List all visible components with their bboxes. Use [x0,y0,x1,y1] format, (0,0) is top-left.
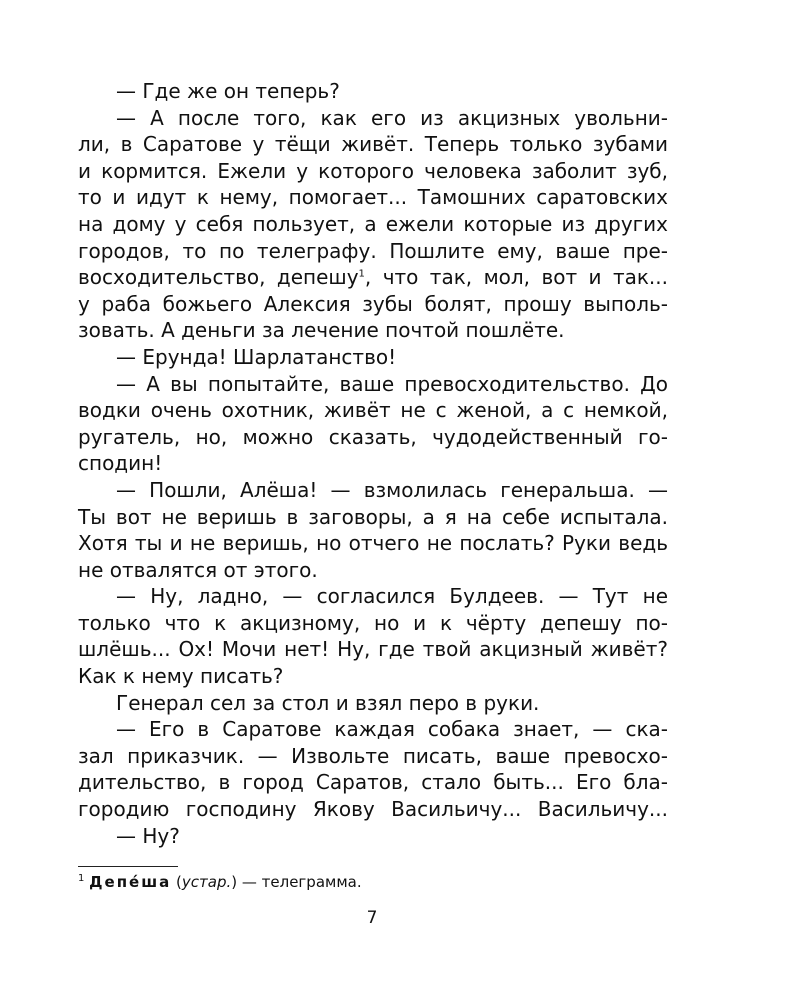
text-line [78,78,668,105]
text-line-content: — Его в Саратове каждая собака знает, — ска- [116,717,668,742]
footnote-reference: 1 [358,268,365,280]
text-line [78,211,668,238]
page-number: 7 [366,908,378,928]
text-line-content: Ты вот не веришь в заговоры, а я на себе испытала. [78,504,668,529]
text-line-content: на дому у себя пользует, а ежели которые из других [78,211,668,236]
text-line [78,397,668,424]
text-line-content: ли, в Саратове у тёщи живёт. Теперь только зубами [78,132,668,157]
text-line-content: — Ну? [116,823,180,848]
text-line [78,557,668,584]
text-line-content: то и идут к нему, помогает... Тамошних саратовских [78,185,668,210]
text-line [78,504,668,531]
text-line-content: у раба божьего Алексия зубы болят, прошу выполь- [78,291,668,316]
footnote-abbreviation: устар. [181,873,232,891]
text-line [78,291,668,318]
text-line-content: Генерал сел за стол и взял перо в руки. [116,690,540,715]
footnote-paren-open: ( [171,873,182,891]
text-line-content: шлёшь... Ох! Мочи нет! Ну, где твой акцизный живёт? [78,637,668,662]
text-line-content: не отвалятся от этого. [78,557,318,582]
text-line [78,105,668,132]
footnote [78,872,362,892]
footnote-marker: 1 [78,873,85,884]
text-line-content: — А вы попытайте, ваше превосходительство. До [116,371,668,396]
text-line [78,131,668,158]
text-line [78,264,668,291]
text-line-content: ругатель, но, можно сказать, чудодейственный го- [78,424,668,449]
footnote-divider [78,866,178,867]
text-line [78,610,668,637]
text-line-continuation: , что так, мол, вот и так... [364,265,669,290]
text-line [78,344,668,371]
text-line [78,583,668,610]
text-line-content: зал приказчик. — Извольте писать, ваше превосхо- [78,743,668,768]
text-line [78,424,668,451]
text-line [78,823,668,850]
text-line [78,477,668,504]
text-line-content: водки очень охотник, живёт не с женой, а с немкой, [78,398,668,423]
text-line-content: дительство, в город Саратов, стало быть... Его бла- [78,770,668,795]
page-body [78,78,668,849]
text-line-content: — А после того, как его из акцизных увольни- [116,105,668,130]
text-line [78,716,668,743]
text-line-content: — Ерунда! Шарлатанство! [116,344,397,369]
footnote-term: Депéша [89,873,172,891]
text-line-content: Хотя ты и не веришь, но отчего не послать? Руки ведь [78,531,668,556]
text-line-content: городию господину Якову Васильичу... Васильичу... [78,797,668,822]
text-line-content: только что к акцизному, но и к чёрту депешу по- [78,610,668,635]
text-line [78,690,668,717]
text-line-content: — Пошли, Алёша! — взмолилась генеральша. — [116,477,668,502]
text-line [78,317,668,344]
text-line [78,238,668,265]
text-line-content: сподин! [78,451,163,476]
text-line-content: Как к нему писать? [78,664,284,689]
text-line [78,636,668,663]
text-line-content: зовать. А деньги за лечение почтой пошлёте. [78,318,565,343]
footnote-definition: ) — телеграмма. [231,873,362,891]
text-line-content: — Ну, ладно, — согласился Булдеев. — Тут не [116,584,668,609]
text-line-content: и кормится. Ежели у которого человека заболит зуб, [78,158,668,183]
text-line [78,158,668,185]
text-line [78,769,668,796]
text-line [78,663,668,690]
text-line [78,530,668,557]
text-line [78,743,668,770]
text-line [78,796,668,823]
text-line-content: городов, то по телеграфу. Пошлите ему, ваше пре- [78,238,668,263]
text-line [78,450,668,477]
text-line-content: — Где же он теперь? [116,79,340,103]
text-line [78,184,668,211]
text-line [78,371,668,398]
text-line-content: восходительство, депешу [78,265,359,290]
